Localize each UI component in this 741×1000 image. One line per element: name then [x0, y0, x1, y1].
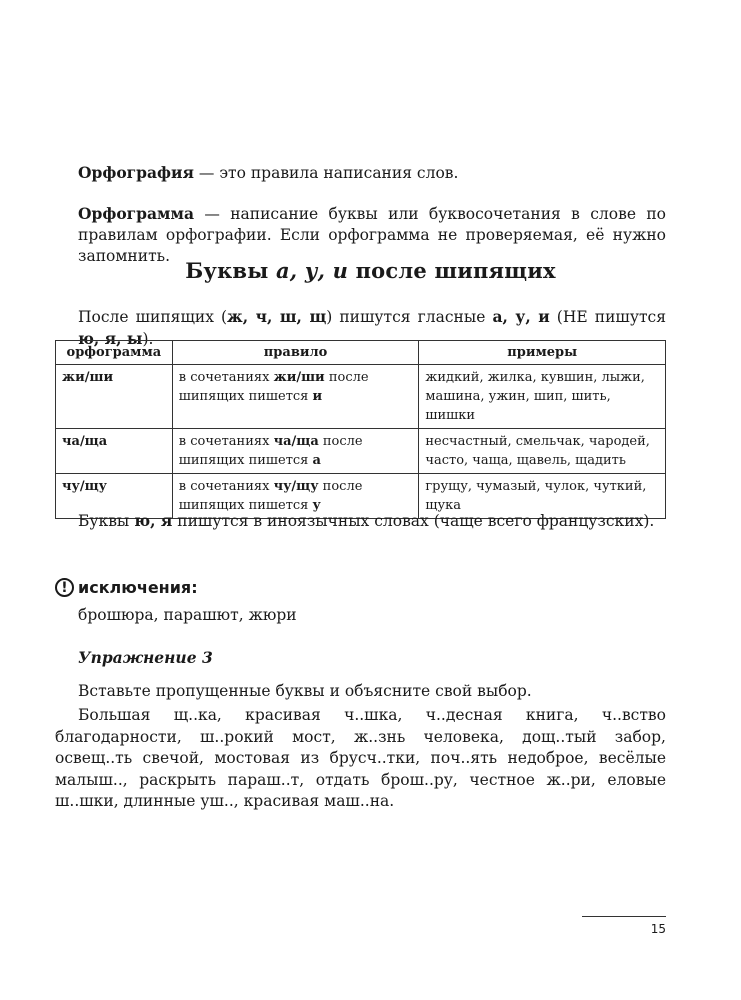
rule-text: после шипящих пишется	[178, 479, 363, 513]
definition-orthography	[78, 162, 666, 184]
rule-text: в сочетаниях	[178, 434, 274, 449]
table-row	[56, 365, 666, 429]
intro-vowels: а, у, и	[492, 307, 550, 326]
rule-letter: у	[312, 498, 321, 513]
section-heading	[0, 258, 741, 283]
rule-text: в сочетаниях	[178, 479, 274, 494]
cell-examples: грущу, чумазый, чулок, чуткий, щука	[419, 474, 666, 519]
heading-letters: а, у, и	[276, 258, 349, 283]
cell-rule	[172, 365, 419, 429]
intro-not-vowels: ю, я, ы	[78, 329, 143, 348]
page-number: 15	[650, 922, 666, 936]
exercise-task	[78, 681, 666, 702]
cell-rule	[172, 429, 419, 474]
exceptions-list: брошюра, парашют, жюри	[78, 606, 297, 624]
cell-examples: жидкий, жилка, кувшин, лыжи, машина, ужин, шип, шить, шишки	[419, 365, 666, 429]
exercise-text: Большая щ..ка, красивая ч..шка, ч..десная книга, ч..вство благодарности, ш..рокий мост, ж..знь человека, дощ..тый забор, освещ..ть свечой, мостовая из брусч..тки, поч..ять недоброе, весёлые малыш.., раскрыть параш..т, отдать брош..ру, честное ж..ри, еловые ш..шки, длинные уш.., красивая маш..на.	[55, 706, 666, 810]
rule-key: чу/щу	[273, 479, 319, 494]
rule-text: после шипящих пишется	[178, 370, 369, 404]
orthogram-text: — написание буквы или буквосочетания в слове по правилам орфографии. Если орфограмма не проверяемая, её нужно запомнить.	[78, 205, 666, 265]
exceptions-heading	[55, 578, 198, 597]
rule-key: ча/ща	[273, 434, 319, 449]
intro-text: ) пишутся гласные	[326, 308, 493, 326]
footer-divider	[582, 916, 666, 917]
foreign-text: Буквы	[78, 512, 135, 530]
exercise-title: Упражнение 3	[78, 648, 213, 667]
foreign-letters: ю, я	[134, 511, 173, 530]
orthogram-term: Орфограмма	[78, 204, 195, 223]
intro-text: После шипящих (	[78, 308, 228, 326]
header-rule: правило	[172, 341, 419, 365]
foreign-words-note	[78, 510, 666, 532]
orthography-text: — это правила написания слов.	[193, 164, 459, 182]
cell-orthogram: жи/ши	[56, 365, 173, 429]
table-header-row	[56, 341, 666, 365]
rule-letter: а	[312, 453, 321, 468]
intro-text: (НЕ пишутся	[549, 308, 666, 326]
table-row	[56, 429, 666, 474]
intro-hushing: ж, ч, ш, щ	[227, 307, 327, 326]
exceptions-title: исключения:	[78, 578, 198, 597]
heading-suffix: после шипящих	[348, 258, 556, 283]
rule-key: жи/ши	[273, 370, 325, 385]
intro-text: ).	[142, 330, 154, 348]
rule-text: после шипящих пишется	[178, 434, 363, 468]
heading-prefix: Буквы	[185, 258, 276, 283]
exceptions-words	[78, 605, 666, 626]
exercise-task-text: Вставьте пропущенные буквы и объясните свой выбор.	[78, 682, 532, 700]
rule-text: в сочетаниях	[178, 370, 274, 385]
cell-orthogram: чу/щу	[56, 474, 173, 519]
cell-orthogram: ча/ща	[56, 429, 173, 474]
foreign-text: пишутся в иноязычных словах (чаще всего французских).	[172, 512, 655, 530]
cell-examples: несчастный, смельчак, чародей, часто, чаща, щавель, щадить	[419, 429, 666, 474]
orthography-term: Орфография	[78, 163, 194, 182]
header-examples: примеры	[419, 341, 666, 365]
rules-table	[55, 340, 666, 519]
header-orthogram: орфограмма	[56, 341, 173, 365]
exclamation-circle-icon: !	[55, 578, 74, 597]
rule-letter: и	[312, 389, 323, 404]
